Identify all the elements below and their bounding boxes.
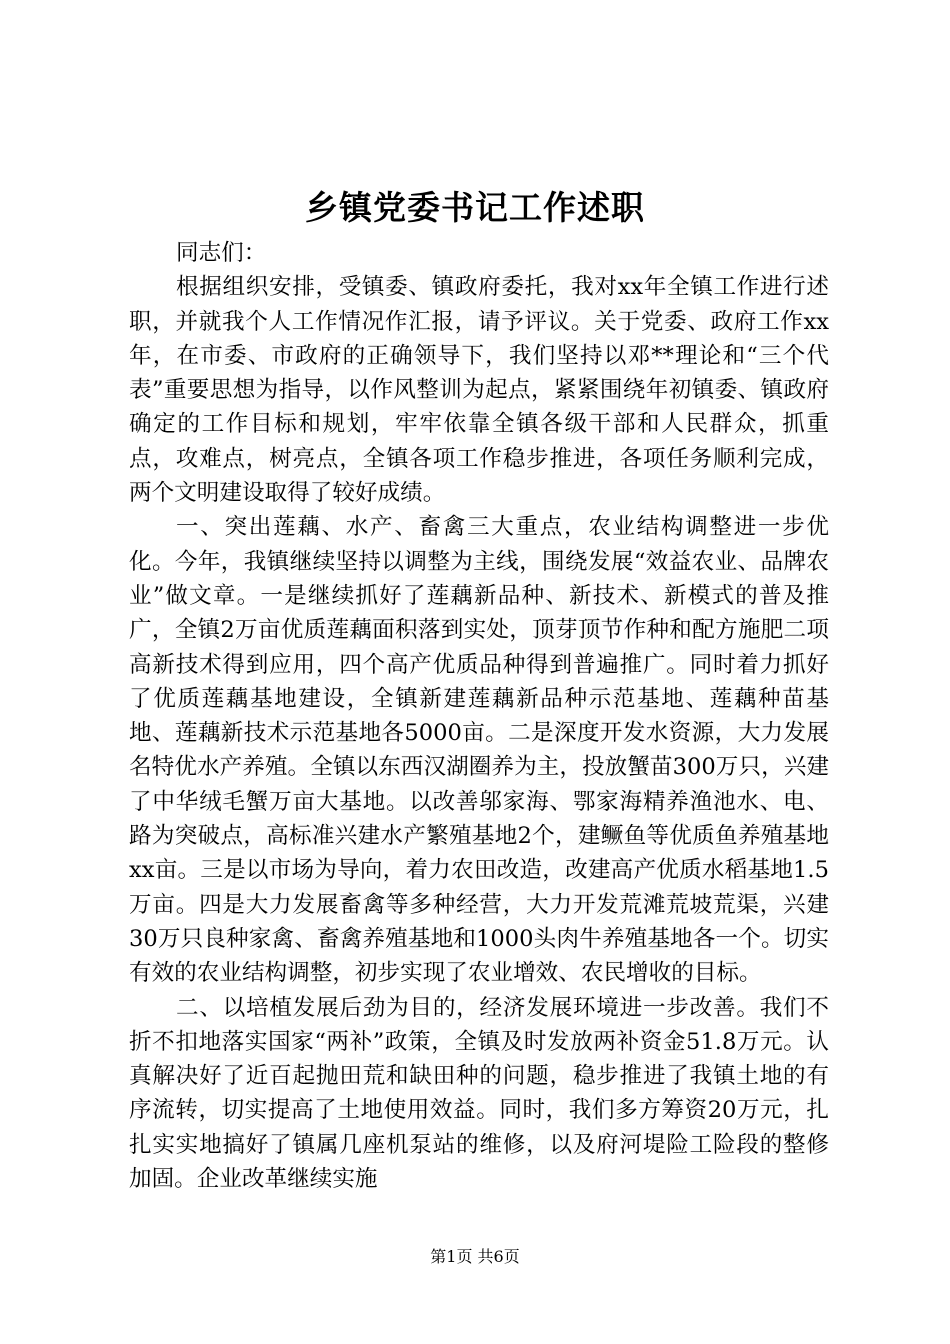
page-footer: 第1页 共6页 <box>430 1247 520 1266</box>
paragraph-agriculture: 一、突出莲藕、水产、畜禽三大重点，农业结构调整进一步优化。今年，我镇继续坚持以调整为主线，围绕发展“效益农业、品牌农业”做文章。一是继续抓好了莲藕新品种、新技术、新模式的普及推广，全镇2万亩优质莲藕面积落到实处，顶芽顶节作种和配方施肥二项高新技术得到应用，四个高产优质品种得到普遍推广。同时着力抓好了优质莲藕基地建设，全镇新建莲藕新品种示范基地、莲藕种苗基地、莲藕新技术示范基地各5000亩。二是深度开发水资源，大力发展名特优水产养殖。全镇以东西汉湖圈养为主，投放蟹苗300万只，兴建了中华绒毛蟹万亩大基地。以改善邬家海、鄂家海精养渔池水、电、路为突破点，高标准兴建水产繁殖基地2个，建鳜鱼等优质鱼养殖基地xx亩。三是以市场为导向，着力农田改造，改建高产优质水稻基地1.5万亩。四是大力发展畜禽等多种经营，大力开发荒滩荒坡荒渠，兴建30万只良种家禽、畜禽养殖基地和1000头肉牛养殖基地各一个。切实有效的农业结构调整，初步实现了农业增效、农民增收的目标。 <box>129 514 829 987</box>
document-title: 乡镇党委书记工作述职 <box>305 188 645 227</box>
salutation: 同志们： <box>176 240 267 266</box>
paragraph-environment: 二、以培植发展后劲为目的，经济发展环境进一步改善。我们不折不扣地落实国家“两补”政策，全镇及时发放两补资金51.8万元。认真解决好了近百起抛田荒和缺田种的问题，稳步推进了我镇土地的有序流转，切实提高了土地使用效益。同时，我们多方筹资20万元，扎扎实实地搞好了镇属几座机泵站的维修，以及府河堤险工险段的整修加固。企业改革继续实施 <box>129 994 829 1193</box>
paragraph-intro: 根据组织安排，受镇委、镇政府委托，我对xx年全镇工作进行述职，并就我个人工作情况作汇报，请予评议。关于党委、政府工作xx年，在市委、市政府的正确领导下，我们坚持以邓**理论和“三个代表”重要思想为指导，以作风整训为起点，紧紧围绕年初镇委、镇政府确定的工作目标和规划，牢牢依靠全镇各级干部和人民群众，抓重点，攻难点，树亮点，全镇各项工作稳步推进，各项任务顺利完成，两个文明建设取得了较好成绩。 <box>129 274 829 507</box>
document-body <box>129 236 829 1196</box>
